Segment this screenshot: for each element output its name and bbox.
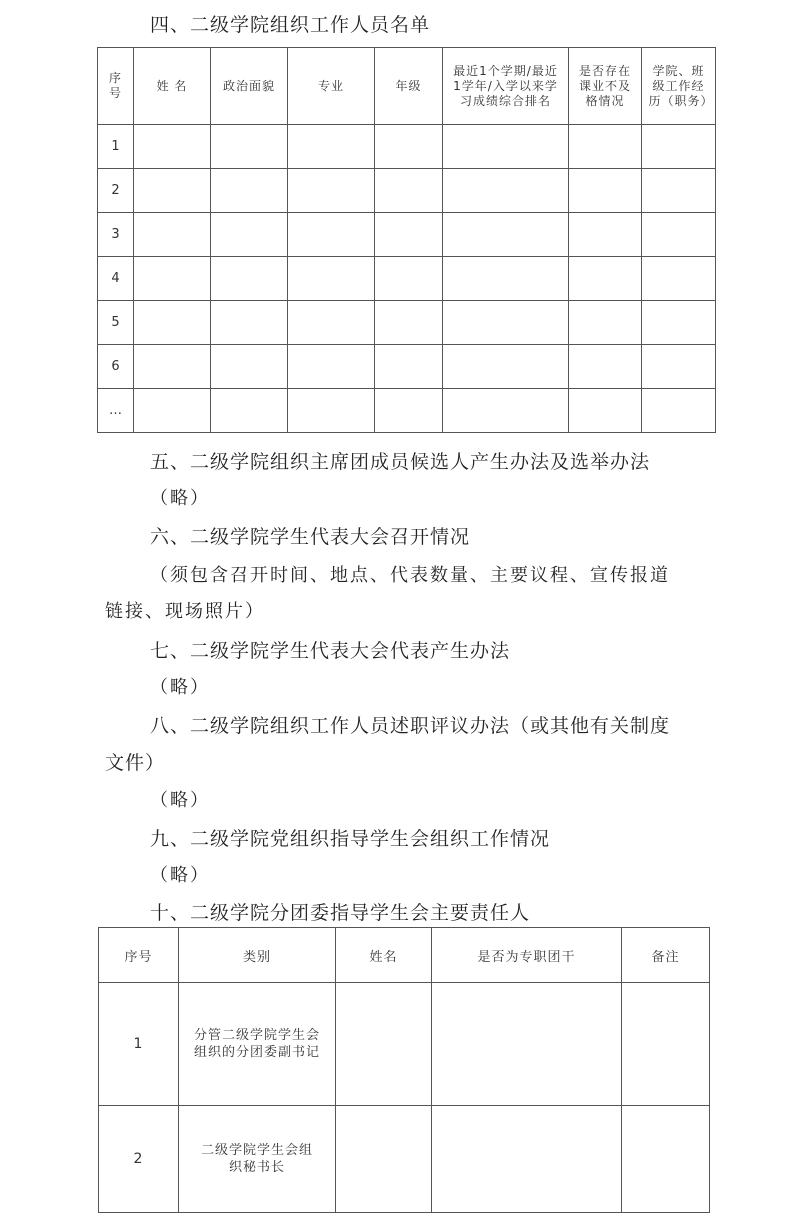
section5-note: （略）	[150, 488, 210, 509]
col-header-major: 专业	[288, 48, 375, 125]
col-header-no: 序号	[99, 928, 179, 983]
table-row: 4	[98, 257, 716, 301]
table-row: 2	[98, 169, 716, 213]
section9-note: （略）	[150, 865, 210, 886]
section9-heading: 九、二级学院党组织指导学生会组织工作情况	[150, 828, 551, 850]
section8-note: （略）	[150, 790, 210, 811]
section6-heading: 六、二级学院学生代表大会召开情况	[150, 526, 471, 548]
col-header-no: 序号	[98, 48, 134, 125]
table-row: 5	[98, 301, 716, 345]
table-row: 6	[98, 345, 716, 389]
col-header-failing: 是否存在课业不及格情况	[569, 48, 642, 125]
section7-heading: 七、二级学院学生代表大会代表产生办法	[150, 640, 511, 662]
col-header-ranking: 最近1个学期/最近1学年/入学以来学习成绩综合排名	[443, 48, 569, 125]
col-header-fulltime: 是否为专职团干	[432, 928, 622, 983]
table-row: 2 二级学院学生会组织秘书长	[99, 1106, 710, 1213]
col-header-grade: 年级	[375, 48, 443, 125]
staff-list-table	[97, 47, 716, 433]
table-row: 1 分管二级学院学生会组织的分团委副书记	[99, 983, 710, 1106]
section8-heading-line1: 八、二级学院组织工作人员述职评议办法（或其他有关制度	[150, 715, 671, 737]
section4-heading: 四、二级学院组织工作人员名单	[150, 14, 431, 36]
col-header-category: 类别	[179, 928, 336, 983]
col-header-experience: 学院、班级工作经历（职务）	[642, 48, 716, 125]
col-header-remarks: 备注	[622, 928, 710, 983]
table-row: 1	[98, 125, 716, 169]
section6-note-line1: （须包含召开时间、地点、代表数量、主要议程、宣传报道	[150, 565, 670, 586]
section5-heading: 五、二级学院组织主席团成员候选人产生办法及选举办法	[150, 451, 651, 473]
section6-note-line2: 链接、现场照片）	[105, 601, 265, 622]
section10-heading: 十、二级学院分团委指导学生会主要责任人	[150, 902, 531, 924]
responsible-person-table	[98, 927, 710, 1213]
section7-note: （略）	[150, 677, 210, 698]
col-header-political: 政治面貌	[211, 48, 288, 125]
section8-heading-line2: 文件）	[105, 752, 166, 774]
table-header-row	[99, 928, 710, 983]
table-row: …	[98, 389, 716, 433]
col-header-name: 姓名	[336, 928, 432, 983]
col-header-name: 姓 名	[134, 48, 211, 125]
table-header-row	[98, 48, 716, 125]
table-row: 3	[98, 213, 716, 257]
